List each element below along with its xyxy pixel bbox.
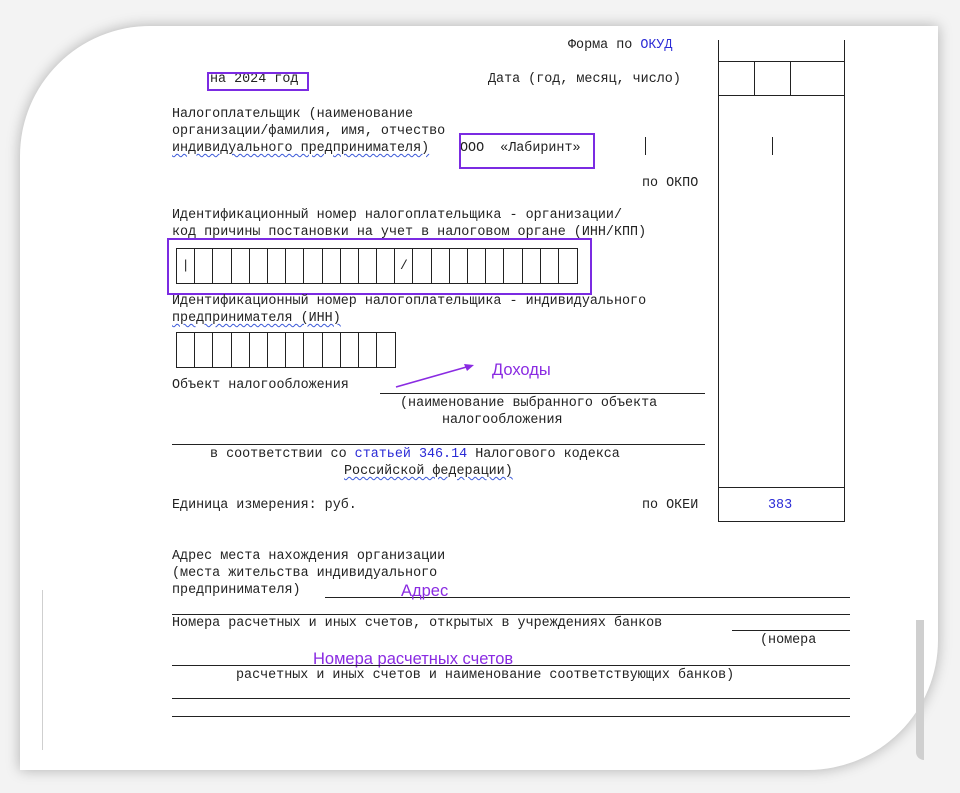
article-link[interactable]: статьей 346.14	[354, 447, 468, 462]
accounts-label: Номера расчетных и иных счетов, открытых в учреждениях банков	[172, 616, 663, 631]
form-okud-label: Форма по ОКУД	[568, 38, 673, 53]
date-label: Дата (год, месяц, число)	[488, 72, 681, 87]
law-line	[172, 444, 705, 445]
taxpayer-name-highlight-box	[459, 133, 595, 169]
inn-ip-label-2-text: предпринимателя (ИНН)	[172, 311, 341, 326]
inn-ip-label-1: Идентификационный номер налогоплательщика - индивидуального	[172, 294, 647, 309]
law-reference-2-text: Российской федерации)	[344, 464, 513, 479]
date-cell-divider-1	[754, 61, 755, 95]
okud-link[interactable]: ОКУД	[640, 38, 673, 53]
year-highlight-box	[207, 72, 309, 91]
taxpayer-name-value: ООО «Лабиринт»	[460, 141, 581, 156]
inn-ip-cell[interactable]	[177, 333, 195, 367]
accounts-line-3	[172, 698, 850, 699]
taxpayer-label-1: Налогоплательщик (наименование	[172, 107, 414, 122]
inn-ip-cell[interactable]	[304, 333, 322, 367]
codes-row-date	[718, 95, 845, 96]
codes-row-okud	[718, 61, 845, 62]
accounts-hint-2: расчетных и иных счетов и наименование соответствующих банков)	[236, 668, 735, 683]
inn-ip-cell[interactable]	[323, 333, 341, 367]
income-annotation: Доходы	[492, 361, 551, 379]
inn-ip-cell[interactable]	[232, 333, 250, 367]
inn-ip-cell[interactable]	[213, 333, 231, 367]
accounts-line-4	[172, 716, 850, 717]
accounts-annotation: Номера расчетных счетов	[313, 650, 514, 668]
codes-column-left	[718, 40, 719, 522]
address-label-2: (места жительства индивидуального	[172, 566, 438, 581]
address-annotation: Адрес	[401, 582, 449, 600]
okei-value: 383	[768, 498, 793, 513]
okpo-label: по ОКПО	[642, 176, 699, 191]
frame-edge-right	[916, 620, 924, 760]
tax-object-line	[380, 393, 705, 394]
units-label: Единица измерения: руб.	[172, 498, 357, 513]
inn-kpp-separator: /	[395, 249, 413, 283]
inn-ip-cell[interactable]	[268, 333, 286, 367]
taxpayer-label-2: организации/фамилия, имя, отчество	[172, 124, 446, 139]
taxpayer-label-3: индивидуального предпринимателя)	[172, 141, 430, 156]
date-cell-divider-2	[790, 61, 791, 95]
inn-kpp-label-1: Идентификационный номер налогоплательщика - организации/	[172, 208, 622, 223]
law-reference-1: в соответствии со статьей 346.14 Налогового кодекса	[210, 447, 620, 462]
law-reference-2	[344, 463, 513, 480]
codes-row-okei-bottom	[718, 521, 845, 522]
codes-column-right	[844, 40, 845, 522]
tax-object-label: Объект налогообложения	[172, 378, 349, 393]
inn-ip-cell[interactable]	[341, 333, 359, 367]
inn-ip-cells	[176, 332, 396, 368]
inn-kpp-highlight-box	[167, 238, 592, 295]
inn-ip-cell[interactable]	[195, 333, 213, 367]
tax-object-hint-2: налогообложения	[442, 413, 563, 428]
frame-edge-left	[42, 590, 43, 750]
name-divider-2	[772, 137, 773, 155]
accounts-line-2	[172, 665, 850, 666]
inn-ip-cell[interactable]	[250, 333, 268, 367]
inn-cell[interactable]: |	[177, 249, 195, 283]
address-label-3: предпринимателя)	[172, 583, 301, 598]
accounts-line-1	[732, 630, 850, 631]
income-arrow-icon	[390, 360, 480, 392]
accounts-hint-start: (номера	[760, 633, 817, 648]
tax-object-hint-1: (наименование выбранного объекта	[400, 396, 658, 411]
codes-row-okei-top	[718, 487, 845, 488]
inn-kpp-label-2: код причины постановки на учет в налоговом органе (ИНН/КПП)	[172, 225, 647, 240]
name-divider-1	[645, 137, 646, 155]
address-label-1: Адрес места нахождения организации	[172, 549, 446, 564]
inn-ip-cell[interactable]	[286, 333, 304, 367]
inn-ip-label-2	[172, 310, 341, 327]
year-label: на 2024 год	[210, 72, 299, 87]
inn-ip-cell[interactable]	[359, 333, 377, 367]
okei-label: по ОКЕИ	[642, 498, 699, 513]
